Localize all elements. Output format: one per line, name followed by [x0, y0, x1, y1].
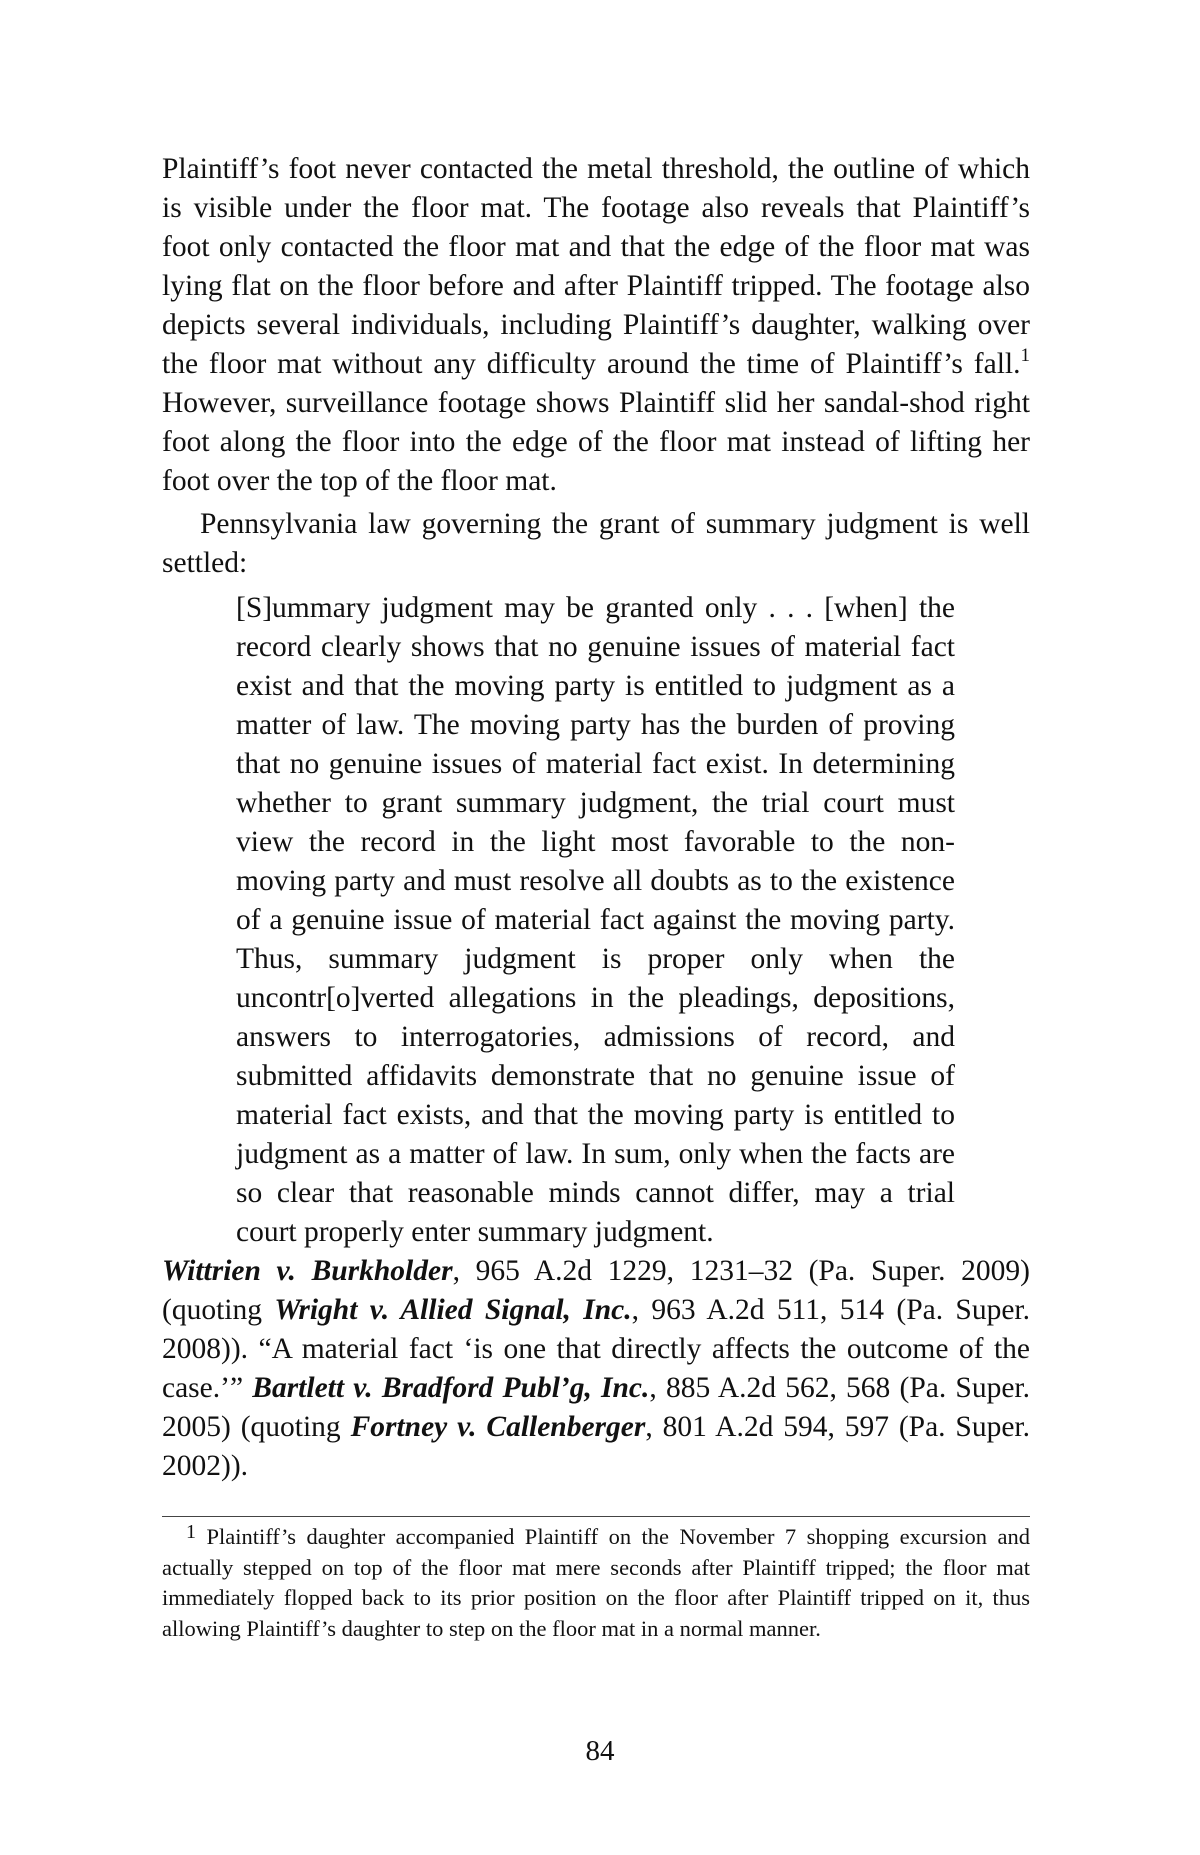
page-body	[162, 150, 1030, 1486]
footnote-reference[interactable]: 1	[1020, 345, 1030, 366]
paragraph-facts-text-1: Plaintiff’s foot never contacted the metal threshold, the outline of which is visible under the floor mat. The footage also reveals that Plaintiff’s foot only contacted the floor mat and that the edge of the floor mat was lying flat on the floor before and after Plaintiff tripped. The footage also depicts several individuals, including Plaintiff’s daughter, walking over the floor mat without any difficulty around the time of Plaintiff’s fall.	[162, 153, 1030, 380]
paragraph-facts	[162, 150, 1030, 501]
footnote	[162, 1522, 1030, 1644]
case-name-bartlett: Bartlett v. Bradford Publ’g, Inc.	[252, 1372, 650, 1404]
case-name-fortney: Fortney v. Callenberger	[350, 1411, 646, 1443]
footnote-text: Plaintiff’s daughter accompanied Plaintiff on the November 7 shopping excursion and actually stepped on top of the floor mat mere seconds after Plaintiff tripped; the floor mat immediately flopped back to its prior position on the floor after Plaintiff tripped on it, thus allowing Plaintiff’s daughter to step on the floor mat in a normal manner.	[162, 1524, 1030, 1641]
citation-paragraph	[162, 1252, 1030, 1486]
paragraph-facts-text-2: However, surveillance footage shows Plaintiff slid her sandal-shod right foot along the floor into the edge of the floor mat instead of lifting her foot over the top of the floor mat.	[162, 387, 1030, 497]
block-quote: [S]ummary judgment may be granted only . . . [when] the record clearly shows that no genuine issues of material fact exist and that the moving party is entitled to judgment as a matter of law. The moving party has the burden of proving that no genuine issues of material fact exist. In determining whether to grant summary judgment, the trial court must view the record in the light most favorable to the non-moving party and must resolve all doubts as to the existence of a genuine issue of material fact against the moving party. Thus, summary judgment is proper only when the uncontr[o]verted allegations in the pleadings, depositions, answers to interrogatories, admissions of record, and submitted affidavits demonstrate that no genuine issue of material fact exists, and that the moving party is entitled to judgment as a matter of law. In sum, only when the facts are so clear that reasonable minds cannot differ, may a trial court properly enter summary judgment.	[236, 592, 955, 1248]
citation-text-2: , 963 A.2d 511, 514 (Pa. Super. 2008)). “A material fact ‘is one that directly affects the outcome of the case.’”	[162, 1294, 1030, 1404]
case-name-wittrien: Wittrien v. Burkholder	[162, 1255, 453, 1287]
case-name-wright: Wright v. Allied Signal, Inc.	[274, 1294, 632, 1326]
paragraph-standard: Pennsylvania law governing the grant of summary judgment is well settled:	[162, 508, 1030, 579]
page-number: 84	[585, 1735, 615, 1767]
footnote-divider	[162, 1516, 1030, 1517]
citation-text-3: , 885 A.2d 562, 568 (Pa. Super. 2005) (quoting	[162, 1372, 1030, 1443]
citation-text-4: , 801 A.2d 594, 597 (Pa. Super. 2002)).	[162, 1411, 1030, 1482]
citation-text-1: , 965 A.2d 1229, 1231–32 (Pa. Super. 2009) (quoting	[162, 1255, 1030, 1326]
footnote-number: 1	[186, 1521, 196, 1543]
